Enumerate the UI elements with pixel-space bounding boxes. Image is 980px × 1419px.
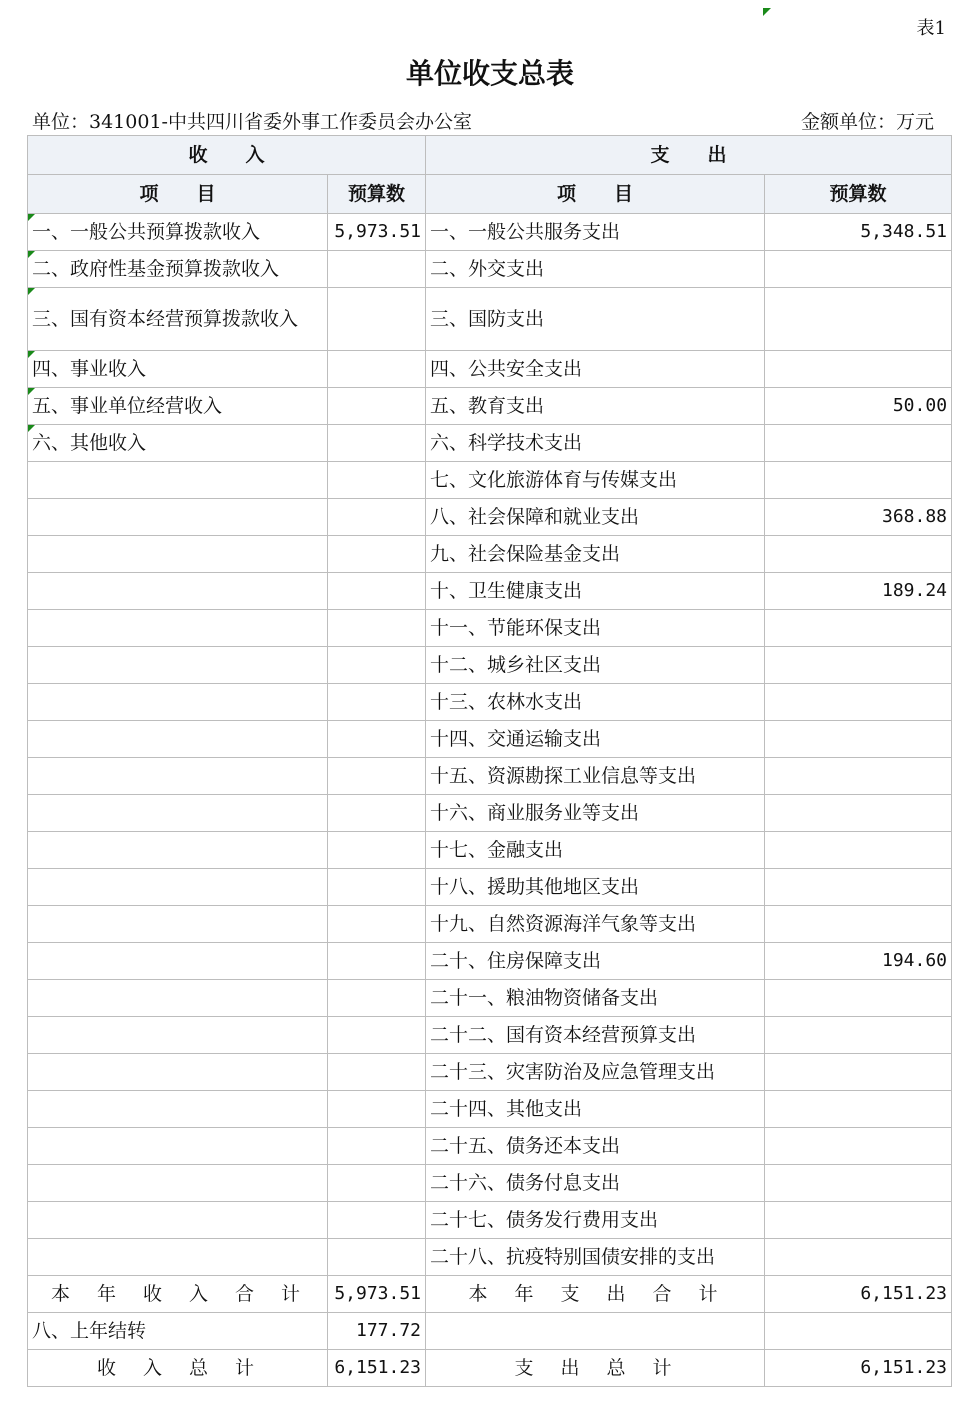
- table-row: [28, 1239, 952, 1276]
- table-row: [28, 980, 952, 1017]
- expense-item-cell: 十、卫生健康支出: [426, 573, 765, 610]
- table-row: [28, 351, 952, 388]
- income-item-cell: [28, 1165, 328, 1202]
- section-header-row: [28, 136, 952, 175]
- expense-item-cell: 二十、住房保障支出: [426, 943, 765, 980]
- table-number: 表1: [916, 18, 946, 39]
- income-budget-cell: [328, 943, 426, 980]
- income-item-cell: [28, 795, 328, 832]
- table-row: [28, 251, 952, 288]
- income-budget-cell: [328, 610, 426, 647]
- page-title: 单位收支总表: [405, 57, 574, 90]
- expense-item-cell: 十七、金融支出: [426, 832, 765, 869]
- table-row: [28, 388, 952, 425]
- table-row: [28, 425, 952, 462]
- table-row: [28, 906, 952, 943]
- income-expense-table: [27, 135, 952, 1387]
- expense-budget-cell: [765, 1054, 952, 1091]
- expense-item-cell: 二十一、粮油物资储备支出: [426, 980, 765, 1017]
- income-grand-total-label: 收 入 总 计: [28, 1350, 328, 1387]
- expense-item-cell: 二十二、国有资本经营预算支出: [426, 1017, 765, 1054]
- expense-budget-cell: 50.00: [765, 388, 952, 425]
- expense-item-cell: 十八、援助其他地区支出: [426, 869, 765, 906]
- table-row: [28, 1091, 952, 1128]
- income-item-cell: [28, 1202, 328, 1239]
- income-budget-cell: [328, 573, 426, 610]
- table-row: [28, 214, 952, 251]
- income-item-cell: [28, 943, 328, 980]
- expense-item-cell: 三、国防支出: [426, 288, 765, 351]
- expense-year-total-value: 6,151.23: [765, 1276, 952, 1313]
- expense-empty-cell: [765, 1313, 952, 1350]
- carry-over-value: 177.72: [328, 1313, 426, 1350]
- income-budget-cell: [328, 1054, 426, 1091]
- expense-budget-cell: 368.88: [765, 499, 952, 536]
- income-budget-cell: [328, 462, 426, 499]
- expense-item-cell: 二十七、债务发行费用支出: [426, 1202, 765, 1239]
- expense-budget-cell: [765, 647, 952, 684]
- income-budget-cell: [328, 906, 426, 943]
- expense-budget-cell: [765, 758, 952, 795]
- income-budget-cell: [328, 536, 426, 573]
- table-row: [28, 1128, 952, 1165]
- table-row: [28, 647, 952, 684]
- income-item-cell: [28, 684, 328, 721]
- income-budget-cell: [328, 980, 426, 1017]
- income-item-cell: [28, 647, 328, 684]
- income-item-cell: [28, 610, 328, 647]
- income-item-cell: [28, 573, 328, 610]
- expense-item-cell: 二十五、债务还本支出: [426, 1128, 765, 1165]
- table-row: [28, 1017, 952, 1054]
- income-item-cell: [28, 499, 328, 536]
- income-budget-cell: [328, 351, 426, 388]
- expense-item-cell: 七、文化旅游体育与传媒支出: [426, 462, 765, 499]
- expense-budget-cell: [765, 1165, 952, 1202]
- table-row: [28, 462, 952, 499]
- expense-grand-total-label: 支 出 总 计: [426, 1350, 765, 1387]
- expense-budget-cell: [765, 288, 952, 351]
- expense-item-cell: 十四、交通运输支出: [426, 721, 765, 758]
- income-budget-cell: [328, 1128, 426, 1165]
- cell-comment-marker: [763, 8, 771, 16]
- expense-item-cell: 九、社会保险基金支出: [426, 536, 765, 573]
- expense-budget-cell: [765, 906, 952, 943]
- income-budget-cell: [328, 499, 426, 536]
- income-item-cell: 五、事业单位经营收入: [28, 388, 328, 425]
- income-budget-cell: [328, 1165, 426, 1202]
- income-budget-cell: [328, 1239, 426, 1276]
- income-item-cell: [28, 980, 328, 1017]
- table-row: [28, 943, 952, 980]
- income-budget-header: 预算数: [328, 175, 426, 214]
- expense-budget-cell: 194.60: [765, 943, 952, 980]
- table-row: [28, 1165, 952, 1202]
- table-row: [28, 869, 952, 906]
- income-item-cell: [28, 1128, 328, 1165]
- table-row: [28, 1202, 952, 1239]
- currency-unit-label: 金额单位：万元: [800, 111, 934, 133]
- income-budget-cell: [328, 1202, 426, 1239]
- expense-budget-cell: [765, 610, 952, 647]
- table-row: [28, 684, 952, 721]
- income-budget-cell: [328, 795, 426, 832]
- income-item-cell: [28, 832, 328, 869]
- totals-row: [28, 1350, 952, 1387]
- expense-item-cell: 八、社会保障和就业支出: [426, 499, 765, 536]
- table-row: [28, 573, 952, 610]
- income-budget-cell: [328, 288, 426, 351]
- income-item-cell: [28, 721, 328, 758]
- expense-item-header: 项 目: [426, 175, 765, 214]
- expense-empty-cell: [426, 1313, 765, 1350]
- income-budget-cell: [328, 684, 426, 721]
- income-item-cell: [28, 906, 328, 943]
- carry-over-label: 八、上年结转: [28, 1313, 328, 1350]
- expense-budget-cell: [765, 980, 952, 1017]
- expense-year-total-label: 本 年 支 出 合 计: [426, 1276, 765, 1313]
- expense-item-cell: 十六、商业服务业等支出: [426, 795, 765, 832]
- expense-budget-cell: 5,348.51: [765, 214, 952, 251]
- income-item-cell: 二、政府性基金预算拨款收入: [28, 251, 328, 288]
- table-row: [28, 721, 952, 758]
- income-item-cell: 四、事业收入: [28, 351, 328, 388]
- income-item-cell: [28, 1091, 328, 1128]
- expense-item-cell: 四、公共安全支出: [426, 351, 765, 388]
- income-item-cell: [28, 462, 328, 499]
- expense-budget-cell: [765, 721, 952, 758]
- income-year-total-value: 5,973.51: [328, 1276, 426, 1313]
- expense-item-cell: 五、教育支出: [426, 388, 765, 425]
- table-row: [28, 536, 952, 573]
- income-budget-cell: [328, 1017, 426, 1054]
- expense-item-cell: 二、外交支出: [426, 251, 765, 288]
- expense-item-cell: 一、一般公共服务支出: [426, 214, 765, 251]
- table-row: [28, 832, 952, 869]
- income-section-header: 收 入: [28, 136, 426, 175]
- income-budget-cell: [328, 647, 426, 684]
- expense-item-cell: 二十八、抗疫特别国债安排的支出: [426, 1239, 765, 1276]
- expense-item-cell: 十五、资源勘探工业信息等支出: [426, 758, 765, 795]
- income-item-cell: [28, 869, 328, 906]
- column-header-row: [28, 175, 952, 214]
- income-item-cell: [28, 758, 328, 795]
- expense-budget-cell: 189.24: [765, 573, 952, 610]
- table-row: [28, 499, 952, 536]
- expense-budget-cell: [765, 536, 952, 573]
- expense-budget-cell: [765, 251, 952, 288]
- income-item-cell: 三、国有资本经营预算拨款收入: [28, 288, 328, 351]
- expense-item-cell: 二十四、其他支出: [426, 1091, 765, 1128]
- totals-row: [28, 1313, 952, 1350]
- income-budget-cell: [328, 251, 426, 288]
- income-item-header: 项 目: [28, 175, 328, 214]
- income-budget-cell: [328, 832, 426, 869]
- expense-item-cell: 二十六、债务付息支出: [426, 1165, 765, 1202]
- expense-item-cell: 十三、农林水支出: [426, 684, 765, 721]
- expense-budget-header: 预算数: [765, 175, 952, 214]
- expense-budget-cell: [765, 832, 952, 869]
- income-budget-cell: 5,973.51: [328, 214, 426, 251]
- expense-section-header: 支 出: [426, 136, 952, 175]
- income-item-cell: [28, 536, 328, 573]
- expense-item-cell: 二十三、灾害防治及应急管理支出: [426, 1054, 765, 1091]
- totals-row: [28, 1276, 952, 1313]
- table-row: [28, 288, 952, 351]
- expense-item-cell: 十一、节能环保支出: [426, 610, 765, 647]
- table-row: [28, 610, 952, 647]
- expense-budget-cell: [765, 1128, 952, 1165]
- income-item-cell: 六、其他收入: [28, 425, 328, 462]
- expense-budget-cell: [765, 795, 952, 832]
- income-grand-total-value: 6,151.23: [328, 1350, 426, 1387]
- income-item-cell: [28, 1054, 328, 1091]
- expense-item-cell: 十九、自然资源海洋气象等支出: [426, 906, 765, 943]
- expense-budget-cell: [765, 1239, 952, 1276]
- expense-grand-total-value: 6,151.23: [765, 1350, 952, 1387]
- income-budget-cell: [328, 425, 426, 462]
- expense-budget-cell: [765, 684, 952, 721]
- income-item-cell: [28, 1239, 328, 1276]
- income-item-cell: 一、一般公共预算拨款收入: [28, 214, 328, 251]
- income-budget-cell: [328, 721, 426, 758]
- income-budget-cell: [328, 869, 426, 906]
- expense-budget-cell: [765, 425, 952, 462]
- income-budget-cell: [328, 388, 426, 425]
- expense-budget-cell: [765, 462, 952, 499]
- expense-budget-cell: [765, 1091, 952, 1128]
- expense-item-cell: 六、科学技术支出: [426, 425, 765, 462]
- expense-budget-cell: [765, 869, 952, 906]
- expense-item-cell: 十二、城乡社区支出: [426, 647, 765, 684]
- table-row: [28, 795, 952, 832]
- unit-label: 单位：341001-中共四川省委外事工作委员会办公室: [32, 111, 472, 133]
- expense-budget-cell: [765, 1202, 952, 1239]
- table-row: [28, 1054, 952, 1091]
- expense-budget-cell: [765, 1017, 952, 1054]
- income-item-cell: [28, 1017, 328, 1054]
- table-row: [28, 758, 952, 795]
- income-year-total-label: 本 年 收 入 合 计: [28, 1276, 328, 1313]
- income-budget-cell: [328, 758, 426, 795]
- income-budget-cell: [328, 1091, 426, 1128]
- expense-budget-cell: [765, 351, 952, 388]
